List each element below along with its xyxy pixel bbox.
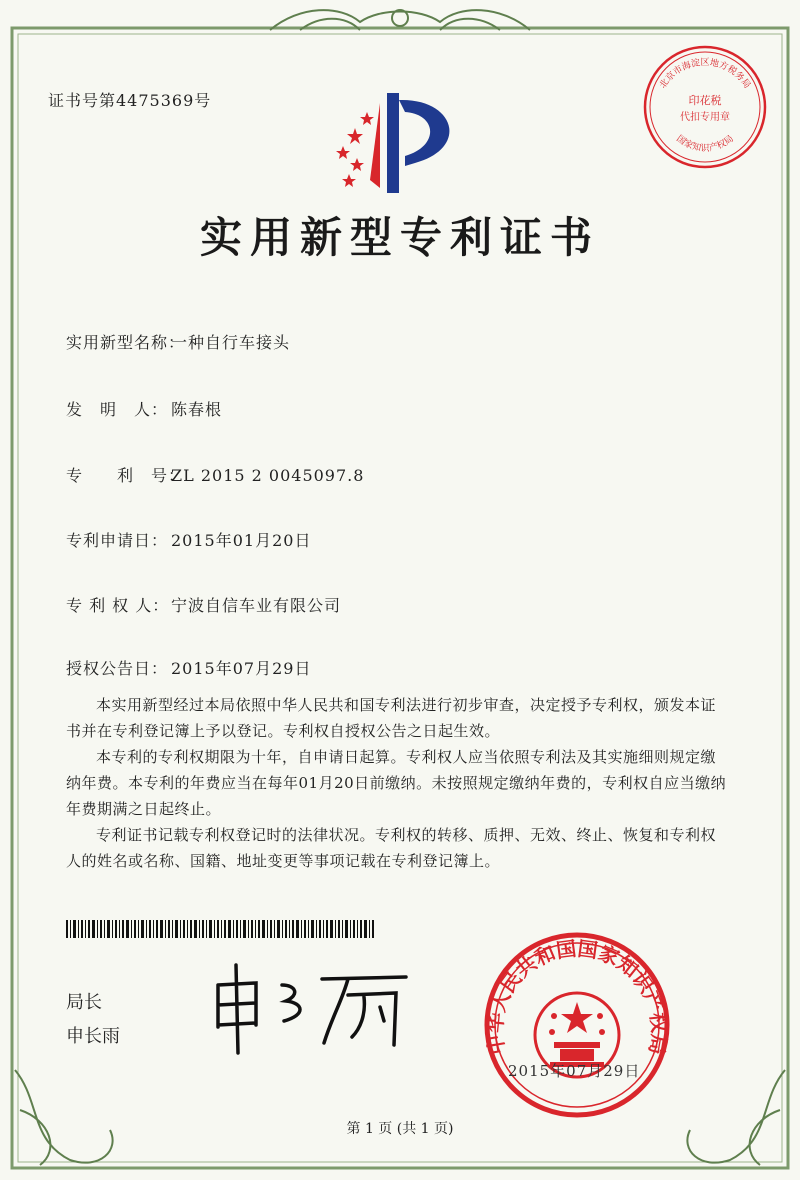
- field-label: 发 明 人：: [66, 400, 169, 419]
- field-value: 2015年07月29日: [171, 659, 312, 678]
- field-patent-number: [66, 463, 364, 486]
- field-value: 宁波自信车业有限公司: [171, 596, 342, 615]
- tax-seal-bottom-text: 国家知识产权局: [674, 133, 736, 154]
- seal-date: 2015年07月29日: [508, 1062, 641, 1080]
- field-patentee: [66, 593, 341, 616]
- tax-stamp-seal: [640, 42, 770, 172]
- tax-seal-line2: 代扣专用章: [680, 112, 730, 123]
- svg-text:国家知识产权局: [674, 133, 736, 154]
- field-utility-model-name: [66, 330, 290, 353]
- office-seal: [482, 930, 672, 1120]
- field-label: 授权公告日：: [66, 659, 169, 678]
- body-paragraph-1: 本实用新型经过本局依照中华人民共和国专利法进行初步审查，决定授予专利权，颁发本证书并在专利登记簿上予以登记。专利权自授权公告之日起生效。: [66, 696, 717, 740]
- seal-text: 中华人民共和国国家知识产权局: [482, 936, 672, 1057]
- body-paragraph-2: 本专利的专利权期限为十年，自申请日起算。专利权人应当依照专利法及其实施细则规定缴纳年费。本专利的年费应当在每年01月20日前缴纳。未按照规定缴纳年费的，专利权自应当缴纳年费期满之日起终止。: [66, 748, 727, 818]
- field-grant-date: [66, 656, 311, 679]
- certificate-number: 证书号第4475369号: [48, 91, 212, 110]
- field-value: ZL 2015 2 0045097.8: [171, 466, 365, 485]
- certificate-body: [66, 692, 728, 874]
- national-emblem-icon: [549, 1002, 605, 1067]
- body-paragraph-3: 专利证书记载专利权登记时的法律状况。专利权的转移、质押、无效、终止、恢复和专利权人的姓名或名称、国籍、地址变更等事项记载在专利登记簿上。: [66, 826, 717, 870]
- field-label: 实用新型名称：: [66, 333, 186, 352]
- field-value: 2015年01月20日: [171, 531, 312, 550]
- tax-seal-line1: 印花税: [688, 94, 722, 107]
- field-label: 专 利 号：: [66, 466, 186, 485]
- svg-text:北京市海淀区地方税务局: [657, 56, 753, 90]
- signatory-title: 局长: [66, 992, 102, 1013]
- certificate-title: 实用新型专利证书: [199, 213, 600, 262]
- field-label: 专 利 权 人：: [66, 596, 170, 615]
- field-value: 陈春根: [171, 400, 223, 419]
- signatory-name: 申长雨: [66, 1026, 120, 1047]
- handwritten-signature: [200, 955, 420, 1055]
- tax-seal-outer-text: 北京市海淀区地方税务局: [658, 58, 752, 91]
- page-number: 第 1 页 (共 1 页): [346, 1121, 454, 1137]
- field-inventor: [66, 397, 222, 420]
- barcode: [66, 920, 376, 938]
- patent-office-logo: [325, 88, 475, 198]
- field-application-date: [66, 528, 311, 551]
- field-label: 专利申请日：: [66, 531, 169, 550]
- field-value: 一种自行车接头: [171, 333, 291, 352]
- svg-text:中华人民共和国国家知识产权局: [482, 936, 671, 1056]
